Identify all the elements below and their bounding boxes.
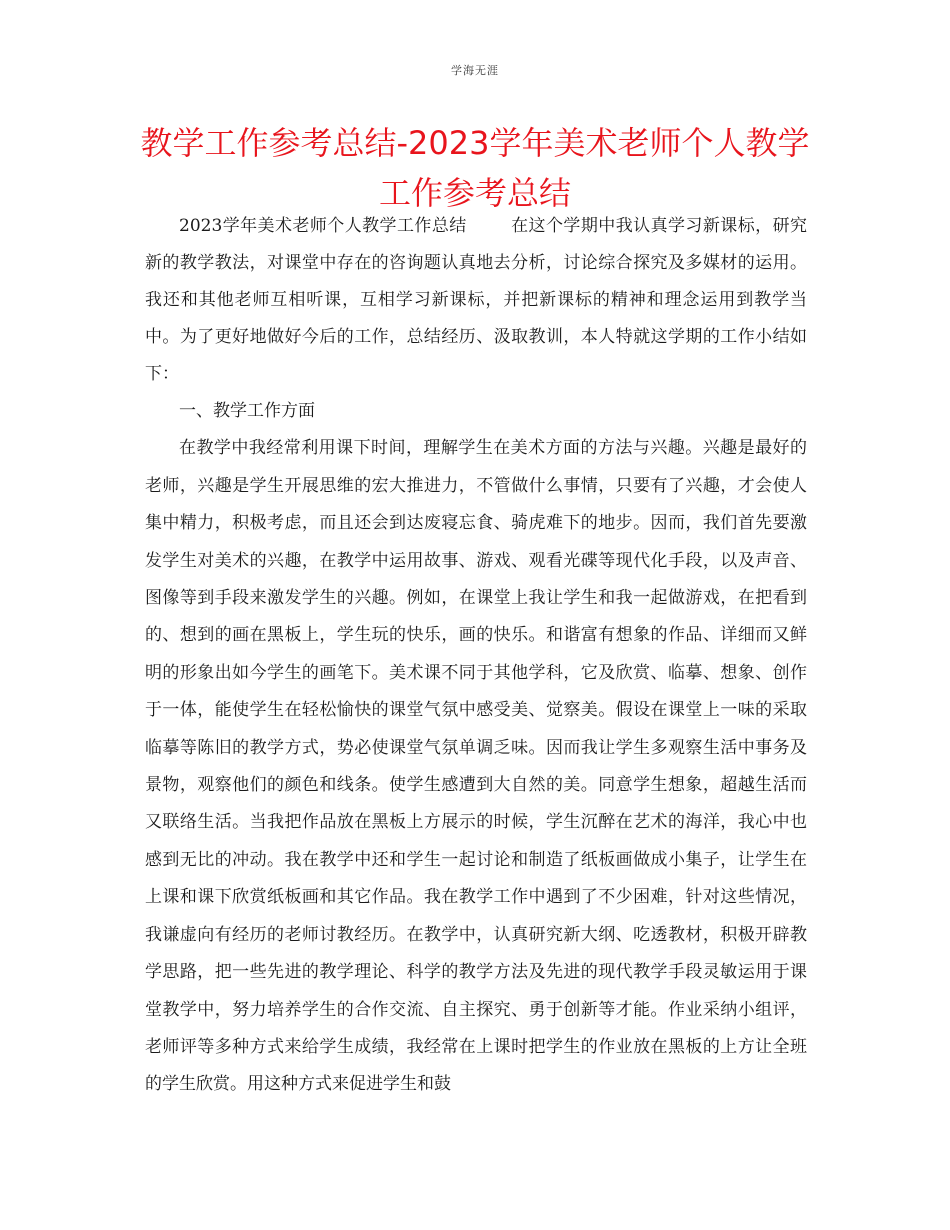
document-body	[145, 208, 807, 1104]
intro-heading: 2023学年美术老师个人教学工作总结	[179, 216, 467, 236]
section-heading: 一、教学工作方面	[179, 401, 315, 421]
intro-paragraph	[145, 208, 807, 393]
intro-body: 在这个学期中我认真学习新课标，研究新的教学教法，对课堂中存在的咨询题认真地去分析，讨论综合探究及多媒材的运用。我还和其他老师互相听课，互相学习新课标，并把新课标的精神和理念运用到教学当中。为了更好地做好今后的工作，总结经历、汲取教训，本人特就这学期的工作小结如下：	[145, 216, 807, 384]
page-header: 学海无涯	[451, 64, 499, 77]
document-title: 教学工作参考总结-2023学年美术老师个人教学工作参考总结	[140, 124, 810, 212]
section-paragraph: 在教学中我经常利用课下时间，理解学生在美术方面的方法与兴趣。兴趣是最好的老师，兴趣是学生开展思维的宏大推进力，不管做什么事情，只要有了兴趣，才会使人集中精力，积极考虑，而且还会到达废寝忘食、骑虎难下的地步。因而，我们首先要激发学生对美术的兴趣，在教学中运用故事、游戏、观看光碟等现代化手段，以及声音、图像等到手段来激发学生的兴趣。例如，在课堂上我让学生和我一起做游戏，在把看到的、想到的画在黑板上，学生玩的快乐，画的快乐。和谐富有想象的作品、详细而又鲜明的形象出如今学生的画笔下。美术课不同于其他学科，它及欣赏、临摹、想象、创作于一体，能使学生在轻松愉快的课堂气氛中感受美、觉察美。假设在课堂上一味的采取临摹等陈旧的教学方式，势必使课堂气氛单调乏味。因而我让学生多观察生活中事务及景物，观察他们的颜色和线条。使学生感遭到大自然的美。同意学生想象，超越生活而又联络生活。当我把作品放在黑板上方展示的时候，学生沉醉在艺术的海洋，我心中也感到无比的冲动。我在教学中还和学生一起讨论和制造了纸板画做成小集子，让学生在上课和课下欣赏纸板画和其它作品。我在教学工作中遇到了不少困难，针对这些情况，我谦虚向有经历的老师讨教经历。在教学中，认真研究新大纲、吃透教材，积极开辟教学思路，把一些先进的教学理论、科学的教学方法及先进的现代教学手段灵敏运用于课堂教学中，努力培养学生的合作交流、自主探究、勇于创新等才能。作业采纳小组评，老师评等多种方式来给学生成绩，我经常在上课时把学生的作业放在黑板的上方让全班的学生欣赏。用这种方式来促进学生和鼓	[145, 438, 807, 1095]
